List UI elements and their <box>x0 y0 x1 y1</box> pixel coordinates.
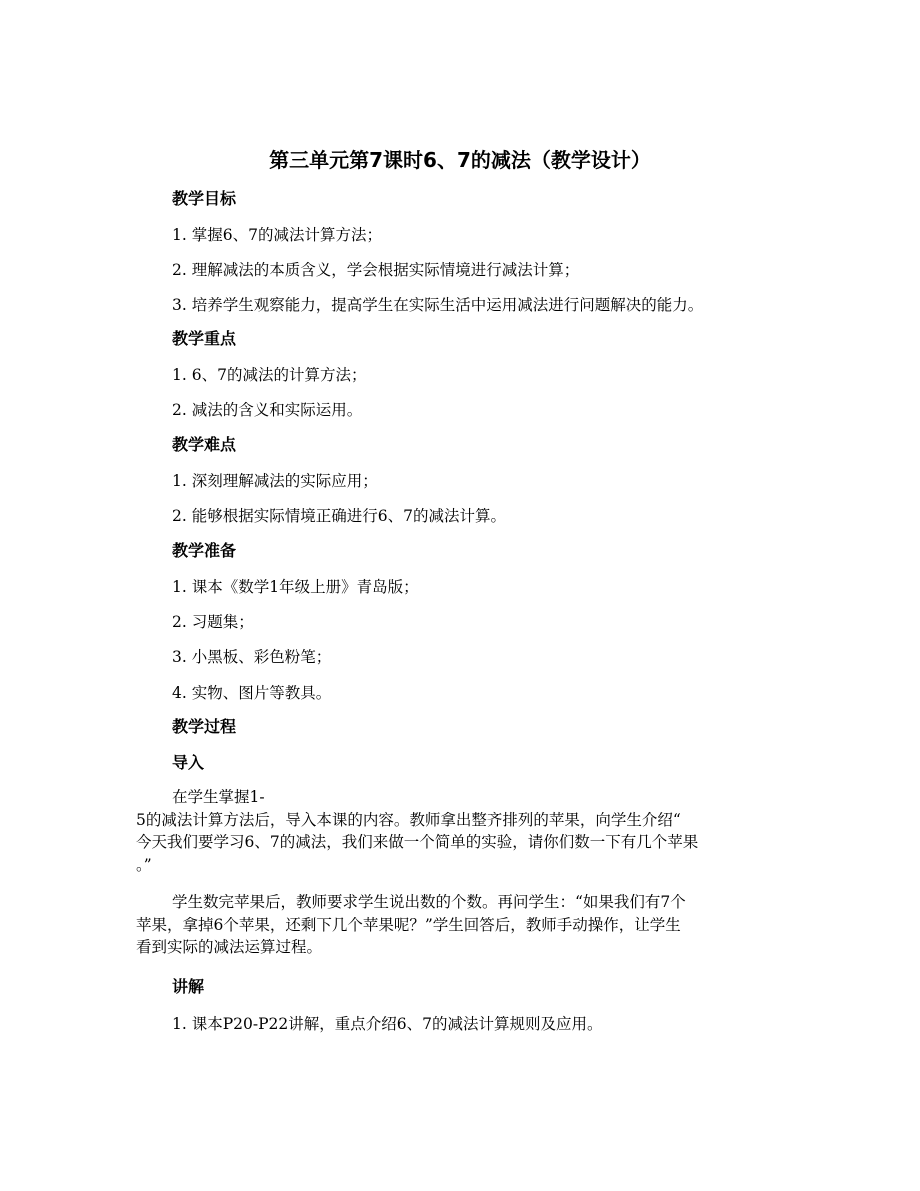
preparation-item-4: 4. 实物、图片等教具。 <box>172 684 332 702</box>
heading-intro: 导入 <box>172 753 205 772</box>
intro-paragraph-2-line: 看到实际的减法运算过程。 <box>136 938 323 956</box>
intro-paragraph-2-line: 学生数完苹果后，教师要求学生说出数的个数。再问学生：“如果我们有7个 <box>172 893 686 911</box>
objective-item-1: 1. 掌握6、7的减法计算方法； <box>172 226 382 244</box>
key-point-item-2: 2. 减法的含义和实际运用。 <box>172 401 363 419</box>
objective-item-2: 2. 理解减法的本质含义，学会根据实际情境进行减法计算； <box>172 261 580 279</box>
difficulty-item-2: 2. 能够根据实际情境正确进行6、7的减法计算。 <box>172 507 506 525</box>
heading-process: 教学过程 <box>172 717 237 736</box>
intro-paragraph-1-line: 。” <box>136 855 152 874</box>
difficulty-item-1: 1. 深刻理解减法的实际应用； <box>172 472 378 490</box>
heading-preparation: 教学准备 <box>172 541 237 560</box>
intro-paragraph-1-line: 在学生掌握1- <box>172 788 265 806</box>
preparation-item-2: 2. 习题集； <box>172 613 254 631</box>
intro-paragraph-1-line: 今天我们要学习6、7的减法，我们来做一个简单的实验，请你们数一下有几个苹果 <box>136 833 699 851</box>
explain-item-1: 1. 课本P20-P22讲解，重点介绍6、7的减法计算规则及应用。 <box>172 1015 603 1033</box>
heading-objectives: 教学目标 <box>172 189 237 208</box>
key-point-item-1: 1. 6、7的减法的计算方法； <box>172 366 367 384</box>
intro-paragraph-2 <box>136 891 786 959</box>
preparation-item-3: 3. 小黑板、彩色粉笔； <box>172 648 332 666</box>
preparation-item-1: 1. 课本《数学1年级上册》青岛版； <box>172 578 419 596</box>
intro-paragraph-1 <box>136 786 786 876</box>
intro-paragraph-2-line: 苹果，拿掉6个苹果，还剩下几个苹果呢？”学生回答后，教师手动操作，让学生 <box>136 915 681 934</box>
intro-paragraph-1-line: 5的减法计算方法后，导入本课的内容。教师拿出整齐排列的苹果，向学生介绍“ <box>136 810 681 829</box>
heading-key-points: 教学重点 <box>172 329 237 348</box>
document-title: 第三单元第7课时6、7的减法（教学设计） <box>269 148 651 172</box>
heading-explain: 讲解 <box>172 977 205 996</box>
objective-item-3: 3. 培养学生观察能力，提高学生在实际生活中运用减法进行问题解决的能力。 <box>172 296 704 314</box>
heading-difficulties: 教学难点 <box>172 435 237 454</box>
